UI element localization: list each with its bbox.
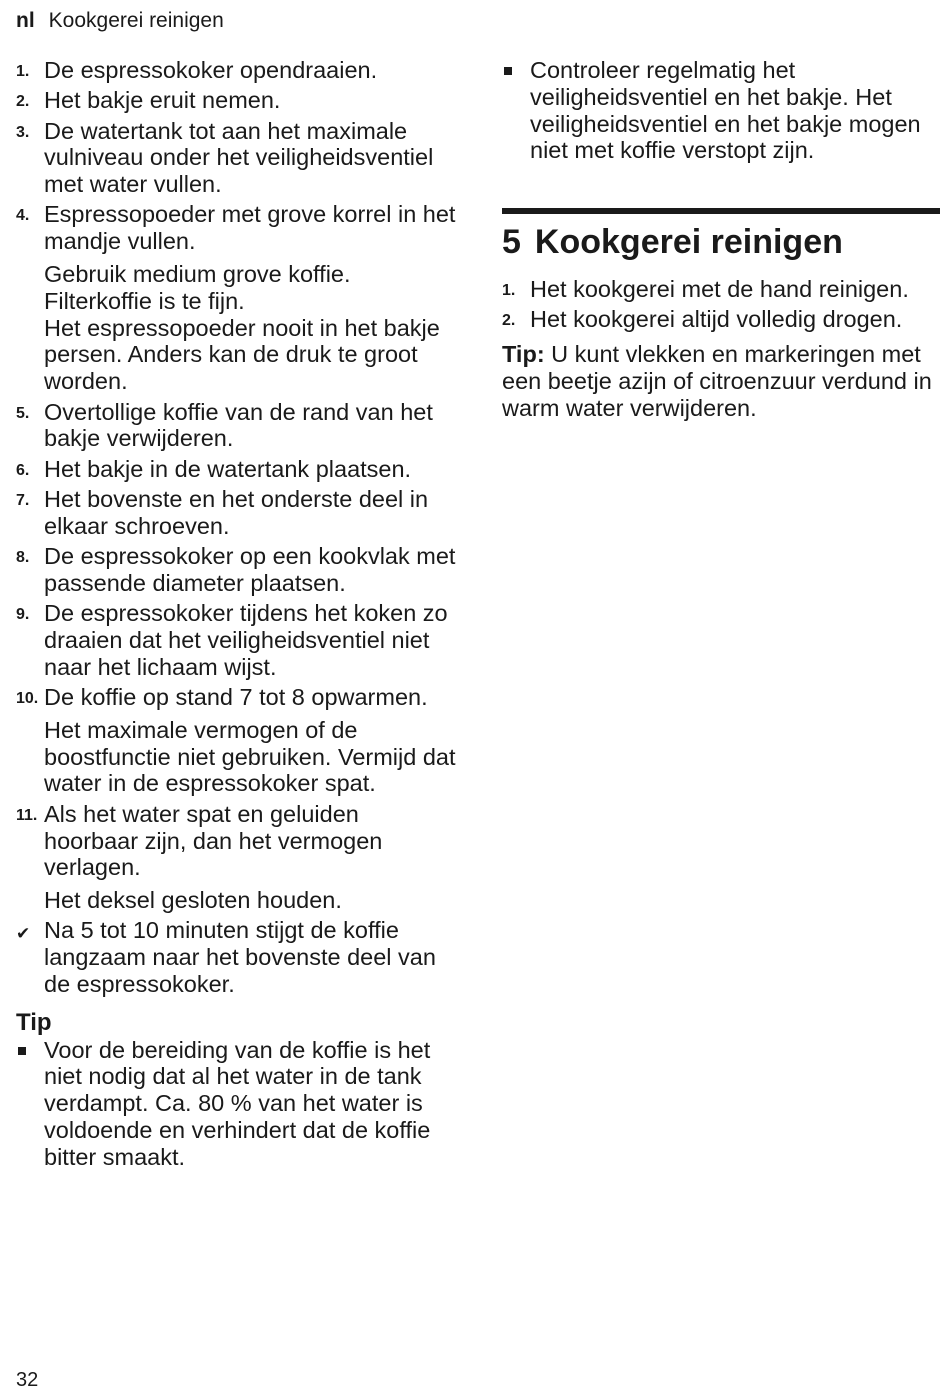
step-number: 2.: [502, 312, 516, 330]
step-11-note: Het deksel gesloten houden.: [44, 887, 342, 914]
step-text: Het kookgerei altijd volledig drogen.: [530, 306, 903, 333]
step-text: Het bovenste en het onderste deel in elkaar schroeven.: [44, 485, 429, 539]
step-4-note: [16, 261, 456, 395]
step-number: 2.: [16, 93, 30, 111]
step-text: De watertank tot aan het maximale vulniveau onder het veiligheidsventiel met water vullen.: [44, 117, 434, 198]
step-8: [16, 543, 456, 597]
step-number: 8.: [16, 549, 30, 567]
section-number: 5: [502, 223, 521, 262]
step-5: [16, 399, 456, 453]
step-number: 11.: [16, 806, 38, 824]
running-title: Kookgerei reinigen: [48, 9, 224, 32]
tip-label: Tip:: [502, 341, 545, 368]
right-column: [502, 57, 942, 422]
step-text: Het kookgerei met de hand reinigen.: [530, 276, 909, 303]
step-10: [16, 684, 456, 711]
cleaning-tip: [502, 341, 942, 421]
step-text: De espressokoker tijdens het koken zo draaien dat het veiligheidsventiel niet naar het lichaam wijst.: [44, 600, 448, 680]
clean-step-1: [502, 276, 942, 303]
step-text: Overtollige koffie van de rand van het bakje verwijderen.: [44, 398, 433, 452]
step-text: Het bakje eruit nemen.: [44, 87, 281, 114]
step-6: [16, 456, 456, 483]
step-text: De espressokoker opendraaien.: [44, 57, 378, 83]
step-number: 5.: [16, 404, 30, 422]
step-10-note: Het maximale vermogen of de boostfunctie niet gebruiken. Vermijd dat water in de espressokoker spat.: [44, 716, 456, 797]
note-text: Het espressopoeder nooit in het bakje persen. Anders kan de druk te groot worden.: [44, 314, 440, 395]
step-4: [16, 201, 456, 255]
step-text: Als het water spat en geluiden hoorbaar zijn, dan het vermogen verlagen.: [44, 800, 383, 881]
step-number: 7.: [16, 491, 30, 509]
tip-text: U kunt vlekken en markeringen met een beetje azijn of citroenzuur verdund in warm water verwijderen.: [502, 341, 932, 421]
result-text: Na 5 tot 10 minuten stijgt de koffie langzaam naar het bovenste deel van de espressokoker.: [44, 917, 436, 997]
step-3: [16, 118, 456, 198]
bullet-text: Controleer regelmatig het veiligheidsventiel en het bakje. Het veiligheidsventiel en het bakje mogen niet met koffie verstopt zijn.: [530, 57, 921, 164]
step-1: [16, 57, 456, 84]
note-text: Gebruik medium grove koffie. Filterkoffie is te fijn.: [44, 261, 351, 314]
section-divider: [502, 208, 940, 214]
tip-bullet: [16, 1037, 456, 1171]
step-11: [16, 801, 456, 881]
section-heading: [502, 222, 942, 262]
result-item: [16, 917, 456, 997]
step-text: De koffie op stand 7 tot 8 opwarmen.: [44, 684, 428, 711]
step-number: 9.: [16, 606, 30, 624]
step-number: 1.: [16, 63, 30, 80]
clean-step-2: [502, 306, 942, 333]
step-number: 1.: [502, 282, 516, 300]
page-header: [16, 7, 224, 35]
square-bullet-icon: [18, 1047, 26, 1055]
language-code: nl: [16, 9, 35, 32]
safety-bullet: [502, 57, 942, 164]
step-9: [16, 600, 456, 680]
left-column: [16, 57, 456, 1175]
tip-heading: Tip: [16, 1008, 52, 1036]
section-title: Kookgerei reinigen: [534, 223, 843, 262]
step-text: De espressokoker op een kookvlak met passende diameter plaatsen.: [44, 543, 456, 596]
step-2: [16, 87, 456, 114]
step-text: Het bakje in de watertank plaatsen.: [44, 455, 412, 482]
step-number: 3.: [16, 123, 30, 141]
step-text: Espressopoeder met grove korrel in het mandje vullen.: [44, 201, 456, 255]
step-number: 4.: [16, 207, 30, 225]
step-7: [16, 486, 456, 540]
step-number: 10.: [16, 690, 39, 708]
page-number: 32: [16, 1369, 39, 1391]
checkmark-icon: ✔: [16, 924, 31, 944]
square-bullet-icon: [504, 67, 512, 75]
bullet-text: Voor de bereiding van de koffie is het niet nodig dat al het water in de tank verdampt. Ca. 80 % van het water is voldoende en verhindert dat de koffie bitter smaakt.: [44, 1036, 431, 1170]
step-number: 6.: [16, 461, 30, 479]
